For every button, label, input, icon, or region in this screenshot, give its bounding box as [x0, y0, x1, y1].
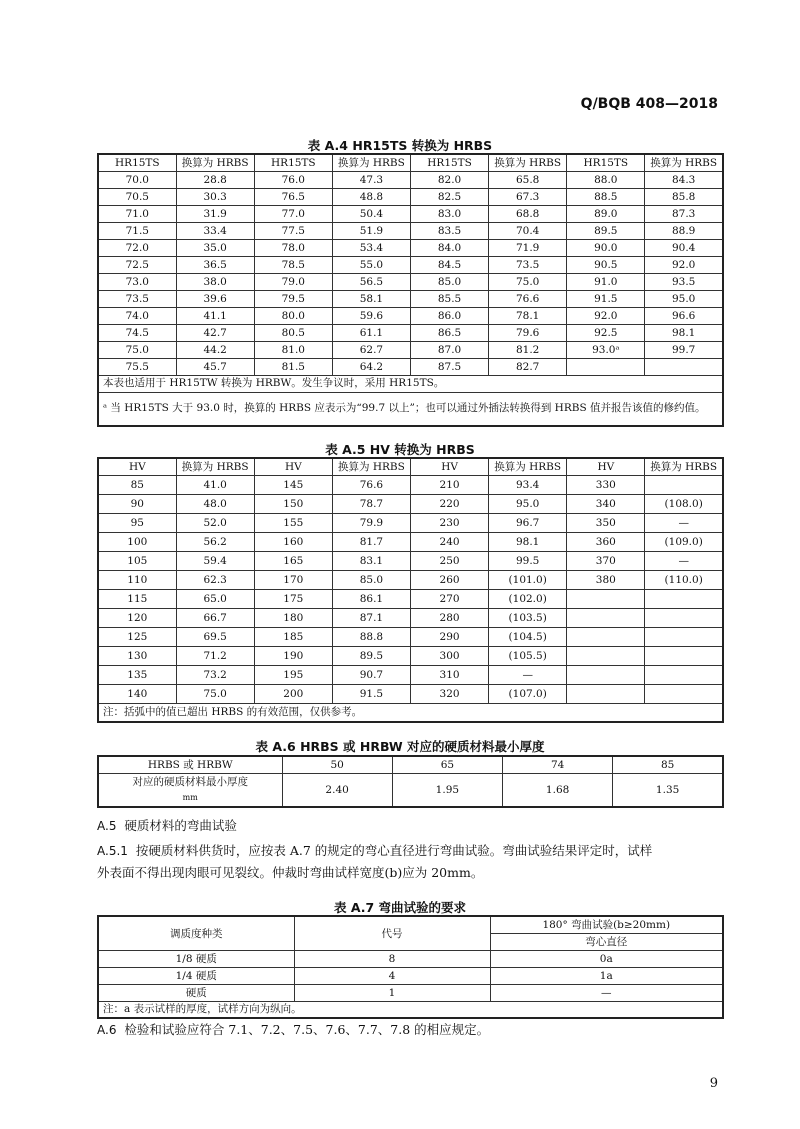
- table-cell: —: [489, 665, 567, 684]
- column-header: HR15TS: [254, 154, 332, 171]
- table-cell: 84.5: [411, 256, 489, 273]
- section-a6-text: 检验和试验应符合 7.1、7.2、7.5、7.6、7.7、7.8 的相应规定。: [124, 1022, 490, 1037]
- column-header: 换算为 HRBS: [645, 154, 723, 171]
- table-a7-note: 注：a 表示试样的厚度，试样方向为纵向。: [98, 1001, 723, 1018]
- table-cell: 82.0: [411, 171, 489, 188]
- table-cell: [645, 646, 723, 665]
- table-cell: 62.7: [332, 341, 410, 358]
- table-cell: 55.0: [332, 256, 410, 273]
- table-cell: 71.5: [98, 222, 176, 239]
- table-cell: 1a: [490, 967, 723, 984]
- table-cell: 92.0: [645, 256, 723, 273]
- table-cell: 73.0: [98, 273, 176, 290]
- table-cell: 81.5: [254, 358, 332, 375]
- section-a51-paragraph: [97, 840, 727, 884]
- table-cell: 75.0: [98, 341, 176, 358]
- table-cell: 82.5: [411, 188, 489, 205]
- table-row: [98, 627, 723, 646]
- table-cell: 175: [254, 589, 332, 608]
- table-row: [98, 967, 723, 984]
- table-cell: 79.9: [332, 513, 410, 532]
- table-cell: 150: [254, 494, 332, 513]
- table-cell: 145: [254, 475, 332, 494]
- table-cell: 85.5: [411, 290, 489, 307]
- table-cell: 82.7: [489, 358, 567, 375]
- table-cell: (104.5): [489, 627, 567, 646]
- table-cell: 84.0: [411, 239, 489, 256]
- table-cell: 1/4 硬质: [98, 967, 294, 984]
- table-cell: 38.0: [176, 273, 254, 290]
- table-cell: 65.0: [176, 589, 254, 608]
- table-a6-cell: 1.35: [613, 773, 723, 807]
- table-row: [98, 324, 723, 341]
- table-cell: 72.0: [98, 239, 176, 256]
- table-cell: [567, 608, 645, 627]
- section-a51-line2: 外表面不得出现肉眼可见裂纹。仲裁时弯曲试样宽度(b)应为 20mm。: [97, 865, 484, 880]
- table-cell: 110: [98, 570, 176, 589]
- table-cell: 8: [294, 950, 490, 967]
- table-cell: 1/8 硬质: [98, 950, 294, 967]
- table-cell: 320: [411, 684, 489, 703]
- column-header: 换算为 HRBS: [489, 458, 567, 475]
- table-cell: 86.0: [411, 307, 489, 324]
- table-cell: 190: [254, 646, 332, 665]
- table-cell: 硬质: [98, 984, 294, 1001]
- table-cell: 115: [98, 589, 176, 608]
- table-cell: 240: [411, 532, 489, 551]
- table-a7-caption: 表 A.7 弯曲试验的要求: [333, 900, 467, 915]
- table-cell: [645, 475, 723, 494]
- table-cell: 290: [411, 627, 489, 646]
- table-cell: [645, 589, 723, 608]
- table-cell: 78.5: [254, 256, 332, 273]
- table-cell: 80.0: [254, 307, 332, 324]
- table-row: [98, 205, 723, 222]
- table-cell: 85.0: [332, 570, 410, 589]
- table-cell: 65.8: [489, 171, 567, 188]
- column-header: 换算为 HRBS: [176, 154, 254, 171]
- table-cell: [645, 684, 723, 703]
- table-a6-cell: 85: [613, 756, 723, 773]
- table-a6-row2-label-line1: 对应的硬质材料最小厚度: [132, 775, 248, 788]
- table-cell: 36.5: [176, 256, 254, 273]
- table-cell: 74.0: [98, 307, 176, 324]
- table-cell: 48.8: [332, 188, 410, 205]
- table-cell: 180: [254, 608, 332, 627]
- column-header: HV: [567, 458, 645, 475]
- table-a5: [97, 457, 724, 723]
- table-cell: 105: [98, 551, 176, 570]
- table-cell: 41.0: [176, 475, 254, 494]
- table-cell: 78.1: [489, 307, 567, 324]
- table-cell: 44.2: [176, 341, 254, 358]
- table-cell: 98.1: [489, 532, 567, 551]
- table-cell: 340: [567, 494, 645, 513]
- section-a5-heading: [97, 815, 237, 837]
- table-row: [98, 239, 723, 256]
- table-cell: 76.0: [254, 171, 332, 188]
- table-cell: 81.7: [332, 532, 410, 551]
- table-cell: 78.0: [254, 239, 332, 256]
- table-cell: 155: [254, 513, 332, 532]
- table-cell: 74.5: [98, 324, 176, 341]
- table-a7-header-code: 代号: [294, 916, 490, 950]
- table-cell: 88.0: [567, 171, 645, 188]
- table-cell: 85.8: [645, 188, 723, 205]
- column-header: 换算为 HRBS: [332, 458, 410, 475]
- table-row: [98, 646, 723, 665]
- section-a51-number: A.5.1: [97, 844, 128, 858]
- table-cell: [645, 608, 723, 627]
- table-cell: 58.1: [332, 290, 410, 307]
- table-cell: 185: [254, 627, 332, 646]
- document-code: Q/BQB 408—2018: [580, 96, 718, 112]
- table-cell: —: [490, 984, 723, 1001]
- table-cell: 93.0ᵃ: [567, 341, 645, 358]
- table-cell: —: [645, 551, 723, 570]
- table-row: [98, 341, 723, 358]
- table-cell: [567, 589, 645, 608]
- table-cell: 75.0: [489, 273, 567, 290]
- table-row: [98, 171, 723, 188]
- table-cell: 95.0: [645, 290, 723, 307]
- table-a6-cell: 50: [282, 756, 392, 773]
- table-cell: 50.4: [332, 205, 410, 222]
- table-cell: 1: [294, 984, 490, 1001]
- table-cell: 45.7: [176, 358, 254, 375]
- section-a51-line1: 按硬质材料供货时，应按表 A.7 的规定的弯心直径进行弯曲试验。弯曲试验结果评定时，试样: [135, 843, 653, 858]
- table-cell: 71.2: [176, 646, 254, 665]
- table-cell: 79.6: [489, 324, 567, 341]
- table-cell: [567, 358, 645, 375]
- table-cell: 130: [98, 646, 176, 665]
- column-header: HV: [98, 458, 176, 475]
- table-cell: 0a: [490, 950, 723, 967]
- table-cell: (107.0): [489, 684, 567, 703]
- table-a4: [97, 153, 724, 427]
- table-cell: (101.0): [489, 570, 567, 589]
- table-cell: (103.5): [489, 608, 567, 627]
- table-row: [98, 290, 723, 307]
- table-a7: [97, 915, 724, 1019]
- table-a4-note2: ᵃ 当 HR15TS 大于 93.0 时，换算的 HRBS 应表示为“99.7 以上”；也可以通过外插法转换得到 HRBS 值并报告该值的修约值。: [98, 392, 723, 426]
- table-cell: 96.7: [489, 513, 567, 532]
- table-row: [98, 950, 723, 967]
- table-cell: 125: [98, 627, 176, 646]
- table-a7-header-type: 调质度种类: [98, 916, 294, 950]
- table-cell: [567, 665, 645, 684]
- table-cell: 68.8: [489, 205, 567, 222]
- table-row: [98, 358, 723, 375]
- table-cell: 280: [411, 608, 489, 627]
- table-cell: 41.1: [176, 307, 254, 324]
- table-cell: 70.0: [98, 171, 176, 188]
- table-cell: 78.7: [332, 494, 410, 513]
- table-cell: 77.5: [254, 222, 332, 239]
- table-cell: 92.0: [567, 307, 645, 324]
- table-cell: 35.0: [176, 239, 254, 256]
- table-cell: 84.3: [645, 171, 723, 188]
- table-cell: 77.0: [254, 205, 332, 222]
- section-a6-number: A.6: [97, 1023, 117, 1037]
- table-cell: 79.0: [254, 273, 332, 290]
- table-a6: [97, 755, 724, 808]
- table-cell: 76.5: [254, 188, 332, 205]
- table-cell: 86.1: [332, 589, 410, 608]
- table-cell: 56.5: [332, 273, 410, 290]
- table-cell: 81.0: [254, 341, 332, 358]
- table-cell: 89.5: [567, 222, 645, 239]
- table-cell: 67.3: [489, 188, 567, 205]
- table-cell: 33.4: [176, 222, 254, 239]
- table-cell: 330: [567, 475, 645, 494]
- table-a6-cell: 74: [503, 756, 613, 773]
- table-cell: 270: [411, 589, 489, 608]
- table-cell: 220: [411, 494, 489, 513]
- table-cell: 91.5: [332, 684, 410, 703]
- table-cell: 87.0: [411, 341, 489, 358]
- table-cell: 88.5: [567, 188, 645, 205]
- table-row: [98, 984, 723, 1001]
- page-number: 9: [709, 1076, 718, 1091]
- table-cell: 62.3: [176, 570, 254, 589]
- table-cell: 31.9: [176, 205, 254, 222]
- table-row: [98, 307, 723, 324]
- table-row: [98, 532, 723, 551]
- table-cell: 135: [98, 665, 176, 684]
- table-row: [98, 475, 723, 494]
- column-header: 换算为 HRBS: [176, 458, 254, 475]
- table-cell: 59.6: [332, 307, 410, 324]
- table-a6-row2-unit: mm: [182, 792, 198, 802]
- table-cell: 210: [411, 475, 489, 494]
- table-cell: 71.0: [98, 205, 176, 222]
- column-header: HR15TS: [98, 154, 176, 171]
- table-cell: 260: [411, 570, 489, 589]
- table-cell: 200: [254, 684, 332, 703]
- table-cell: [567, 646, 645, 665]
- table-cell: 160: [254, 532, 332, 551]
- table-cell: 95.0: [489, 494, 567, 513]
- table-cell: —: [645, 513, 723, 532]
- table-cell: 30.3: [176, 188, 254, 205]
- table-row: [98, 513, 723, 532]
- table-cell: 88.8: [332, 627, 410, 646]
- table-row: [98, 494, 723, 513]
- table-a6-cell: 2.40: [282, 773, 392, 807]
- table-cell: 52.0: [176, 513, 254, 532]
- table-cell: 87.3: [645, 205, 723, 222]
- table-cell: 92.5: [567, 324, 645, 341]
- table-cell: 87.5: [411, 358, 489, 375]
- table-cell: 61.1: [332, 324, 410, 341]
- table-cell: 86.5: [411, 324, 489, 341]
- table-cell: [645, 627, 723, 646]
- table-cell: 76.6: [489, 290, 567, 307]
- table-cell: 170: [254, 570, 332, 589]
- table-row: [98, 684, 723, 703]
- table-cell: [645, 358, 723, 375]
- table-cell: 90: [98, 494, 176, 513]
- table-cell: 72.5: [98, 256, 176, 273]
- table-cell: (108.0): [645, 494, 723, 513]
- column-header: 换算为 HRBS: [645, 458, 723, 475]
- section-a5-number: A.5: [97, 819, 117, 833]
- table-row: [98, 608, 723, 627]
- table-cell: 90.7: [332, 665, 410, 684]
- table-cell: 73.5: [98, 290, 176, 307]
- table-cell: 370: [567, 551, 645, 570]
- column-header: HR15TS: [411, 154, 489, 171]
- table-cell: 91.0: [567, 273, 645, 290]
- table-a6-row2-label: [98, 773, 282, 807]
- table-cell: 350: [567, 513, 645, 532]
- table-a5-note: 注：括弧中的值已超出 HRBS 的有效范围，仅供参考。: [98, 703, 723, 722]
- table-cell: 96.6: [645, 307, 723, 324]
- table-cell: 51.9: [332, 222, 410, 239]
- table-a7-header-bend-sub: 弯心直径: [490, 933, 723, 950]
- table-cell: 75.5: [98, 358, 176, 375]
- table-cell: 88.9: [645, 222, 723, 239]
- table-row: [98, 589, 723, 608]
- table-cell: 4: [294, 967, 490, 984]
- table-a6-cell: 1.68: [503, 773, 613, 807]
- table-cell: 79.5: [254, 290, 332, 307]
- table-a5-caption: 表 A.5 HV 转换为 HRBS: [325, 442, 475, 457]
- table-cell: (109.0): [645, 532, 723, 551]
- table-cell: [567, 684, 645, 703]
- table-a6-cell: 65: [392, 756, 502, 773]
- table-a6-caption: 表 A.6 HRBS 或 HRBW 对应的硬质材料最小厚度: [255, 739, 545, 754]
- table-cell: [567, 627, 645, 646]
- table-cell: 87.1: [332, 608, 410, 627]
- table-cell: 310: [411, 665, 489, 684]
- section-a5-title: 硬质材料的弯曲试验: [124, 818, 237, 833]
- table-a6-row1-label: HRBS 或 HRBW: [98, 756, 282, 773]
- table-cell: 100: [98, 532, 176, 551]
- table-cell: 98.1: [645, 324, 723, 341]
- table-cell: (105.5): [489, 646, 567, 665]
- table-cell: (102.0): [489, 589, 567, 608]
- table-cell: 90.0: [567, 239, 645, 256]
- table-cell: 380: [567, 570, 645, 589]
- table-cell: 140: [98, 684, 176, 703]
- table-cell: 95: [98, 513, 176, 532]
- table-cell: 59.4: [176, 551, 254, 570]
- table-cell: 47.3: [332, 171, 410, 188]
- table-row: [98, 665, 723, 684]
- table-cell: 360: [567, 532, 645, 551]
- table-cell: 89.0: [567, 205, 645, 222]
- table-cell: 73.2: [176, 665, 254, 684]
- table-cell: 230: [411, 513, 489, 532]
- table-cell: 39.6: [176, 290, 254, 307]
- table-cell: 90.4: [645, 239, 723, 256]
- table-cell: 42.7: [176, 324, 254, 341]
- column-header: HV: [411, 458, 489, 475]
- table-cell: 83.1: [332, 551, 410, 570]
- table-cell: 93.4: [489, 475, 567, 494]
- table-a4-note1: 本表也适用于 HR15TW 转换为 HRBW。发生争议时，采用 HR15TS。: [98, 375, 723, 392]
- table-cell: 90.5: [567, 256, 645, 273]
- table-cell: 120: [98, 608, 176, 627]
- table-cell: 28.8: [176, 171, 254, 188]
- table-cell: 300: [411, 646, 489, 665]
- table-cell: 99.5: [489, 551, 567, 570]
- table-cell: 64.2: [332, 358, 410, 375]
- table-cell: (110.0): [645, 570, 723, 589]
- column-header: 换算为 HRBS: [332, 154, 410, 171]
- table-cell: 70.5: [98, 188, 176, 205]
- table-cell: 53.4: [332, 239, 410, 256]
- column-header: HV: [254, 458, 332, 475]
- table-a7-header-bend: 180° 弯曲试验(b≥20mm): [490, 916, 723, 933]
- table-cell: 93.5: [645, 273, 723, 290]
- table-cell: 73.5: [489, 256, 567, 273]
- table-cell: 85.0: [411, 273, 489, 290]
- table-a4-caption: 表 A.4 HR15TS 转换为 HRBS: [307, 138, 493, 153]
- table-row: [98, 273, 723, 290]
- table-cell: 99.7: [645, 341, 723, 358]
- section-a6-paragraph: [97, 1019, 489, 1041]
- table-cell: 91.5: [567, 290, 645, 307]
- table-cell: 85: [98, 475, 176, 494]
- table-cell: 83.0: [411, 205, 489, 222]
- table-cell: 69.5: [176, 627, 254, 646]
- table-cell: 165: [254, 551, 332, 570]
- table-cell: 83.5: [411, 222, 489, 239]
- table-cell: 250: [411, 551, 489, 570]
- table-cell: 89.5: [332, 646, 410, 665]
- column-header: 换算为 HRBS: [489, 154, 567, 171]
- column-header: HR15TS: [567, 154, 645, 171]
- table-row: [98, 222, 723, 239]
- table-cell: 70.4: [489, 222, 567, 239]
- table-row: [98, 256, 723, 273]
- table-cell: 75.0: [176, 684, 254, 703]
- table-a6-cell: 1.95: [392, 773, 502, 807]
- table-cell: 81.2: [489, 341, 567, 358]
- table-cell: 195: [254, 665, 332, 684]
- table-cell: 48.0: [176, 494, 254, 513]
- table-row: [98, 188, 723, 205]
- table-cell: 66.7: [176, 608, 254, 627]
- table-cell: 76.6: [332, 475, 410, 494]
- table-row: [98, 551, 723, 570]
- table-cell: 56.2: [176, 532, 254, 551]
- table-cell: [645, 665, 723, 684]
- table-cell: 71.9: [489, 239, 567, 256]
- table-cell: 80.5: [254, 324, 332, 341]
- table-row: [98, 570, 723, 589]
